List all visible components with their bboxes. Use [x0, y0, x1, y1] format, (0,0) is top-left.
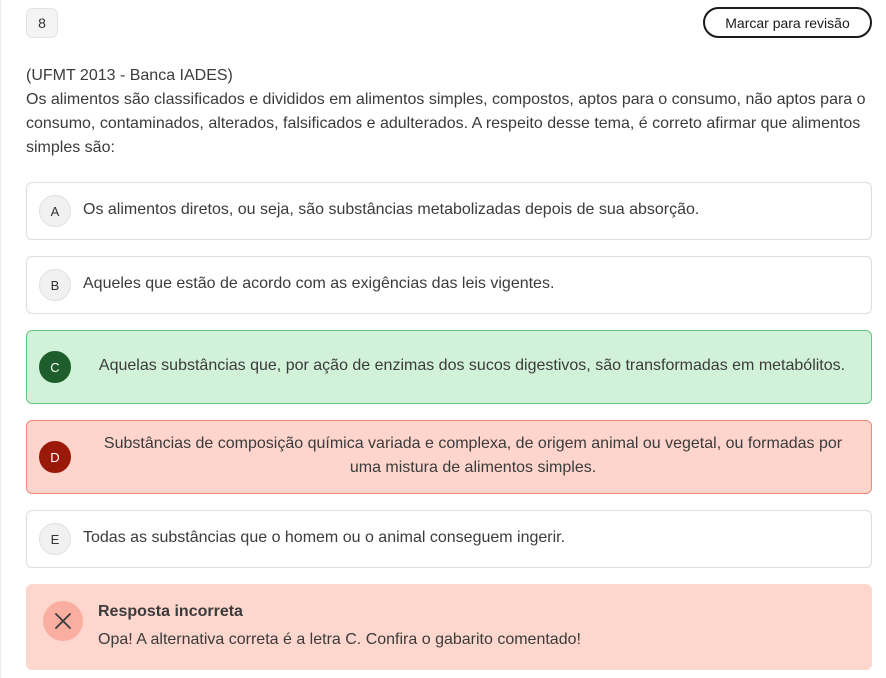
option-c[interactable]	[26, 330, 872, 404]
question-number-badge: 8	[26, 8, 58, 38]
question-statement	[26, 64, 871, 160]
option-letter-a: A	[39, 195, 71, 227]
feedback-message: Opa! A alternativa correta é a letra C. Confira o gabarito comentado!	[98, 631, 581, 648]
close-icon	[43, 601, 83, 641]
option-a[interactable]	[26, 182, 872, 240]
option-b[interactable]	[26, 256, 872, 314]
option-letter-d: D	[39, 441, 71, 473]
feedback-title: Resposta incorreta	[98, 603, 243, 620]
option-letter-c: C	[39, 351, 71, 383]
option-text-d: Substâncias de composição química variada e complexa, de origem animal ou vegetal, ou formadas por uma mistura de alimentos simples.	[103, 435, 843, 476]
option-text-b: Aqueles que estão de acordo com as exigências das leis vigentes.	[83, 275, 555, 292]
option-letter-b: B	[39, 269, 71, 301]
option-d[interactable]	[26, 420, 872, 494]
answer-feedback	[26, 584, 872, 670]
mark-for-review-button[interactable]: Marcar para revisão	[703, 7, 872, 38]
option-text-e: Todas as substâncias que o homem ou o animal conseguem ingerir.	[83, 529, 566, 546]
option-e[interactable]	[26, 510, 872, 568]
option-text-a: Os alimentos diretos, ou seja, são substâncias metabolizadas depois de sua absorção.	[83, 201, 700, 218]
question-text: Os alimentos são classificados e divididos em alimentos simples, compostos, aptos para o consumo, não aptos para o consumo, contaminados, alterados, falsificados e adulterados. A respeito desse tema, é correto afirmar que alimentos simples são:	[26, 91, 866, 156]
option-text-c: Aquelas substâncias que, por ação de enzimas dos sucos digestivos, são transformadas em metabólitos.	[98, 357, 846, 374]
option-letter-e: E	[39, 523, 71, 555]
question-source: (UFMT 2013 - Banca IADES)	[26, 67, 233, 84]
